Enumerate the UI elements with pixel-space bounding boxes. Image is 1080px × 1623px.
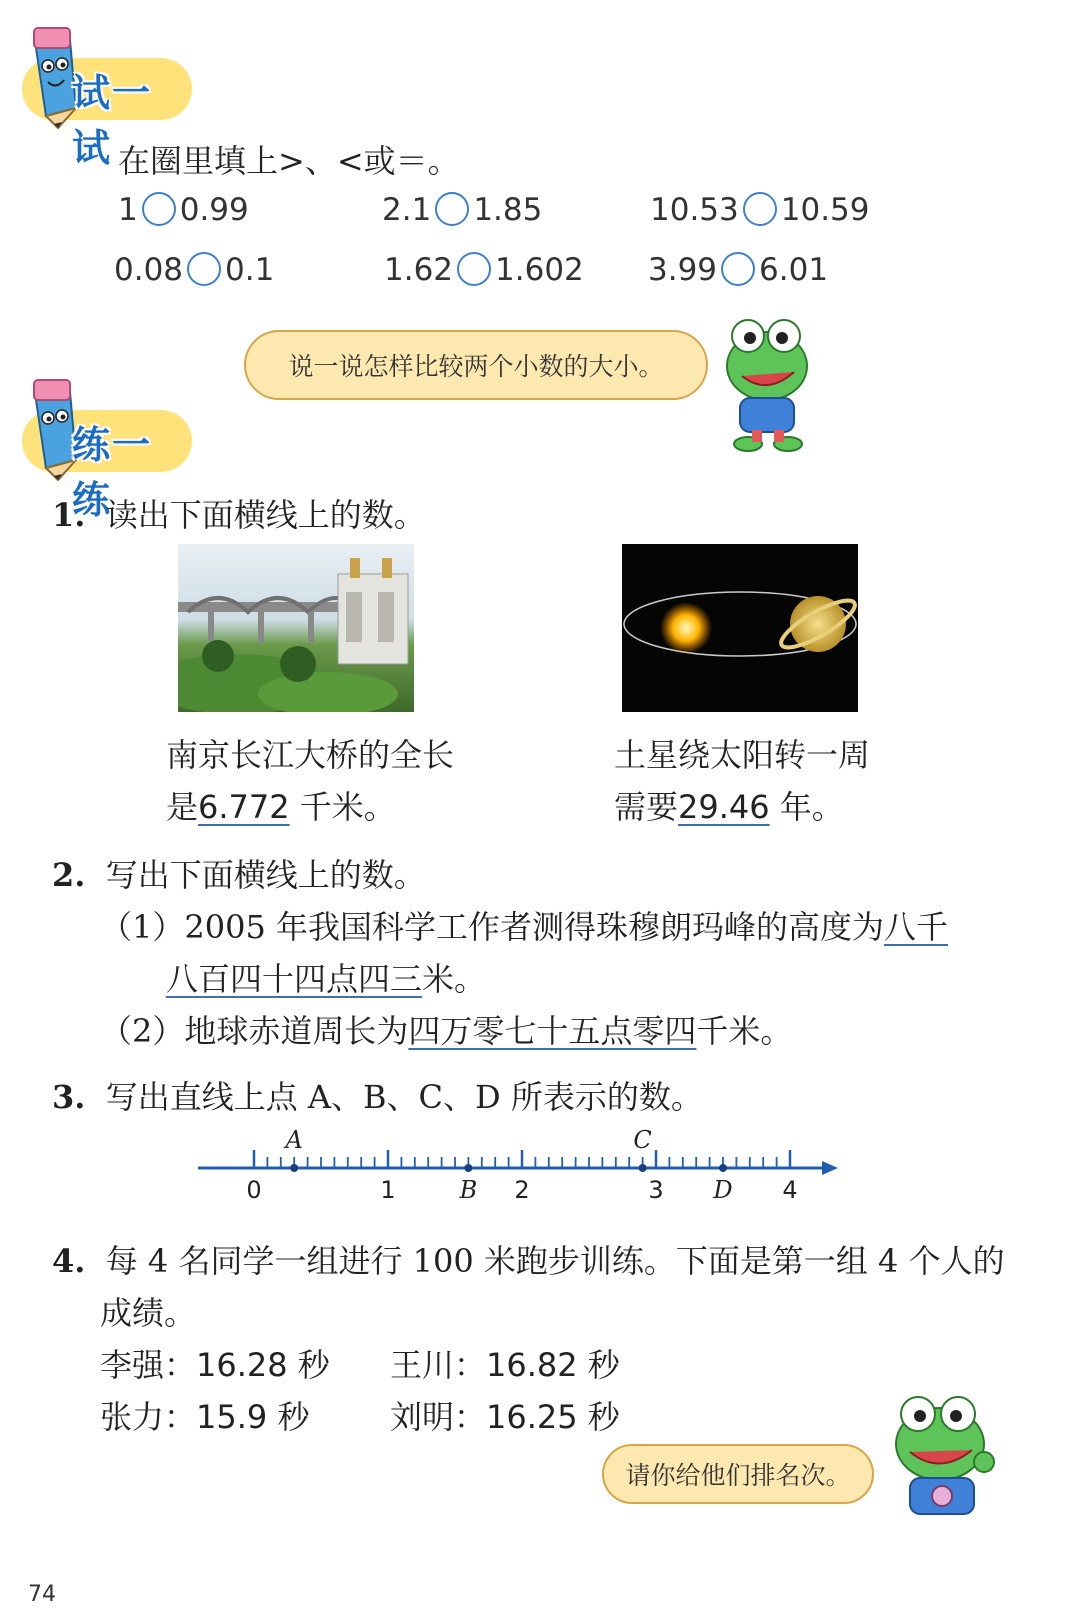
answer-circle[interactable]: [457, 252, 491, 286]
speech-bubble-ranking: 请你给他们排名次。: [602, 1444, 874, 1504]
question-3: 3. 写出直线上点 A、B、C、D 所表示的数。: [52, 1078, 703, 1116]
comparison-item: 0.08 0.1: [114, 252, 275, 288]
question-2-part-1: （1）2005 年我国科学工作者测得珠穆朗玛峰的高度为八千: [100, 908, 949, 946]
answer-circle[interactable]: [435, 192, 469, 226]
bridge-caption-line2: 是6.772 千米。: [166, 788, 396, 826]
frog-mascot-icon: [880, 1388, 1000, 1518]
page-number: 74: [28, 1582, 56, 1607]
saturn-caption-line1: 土星绕太阳转一周: [614, 736, 871, 774]
saturn-period-value: 29.46: [678, 788, 770, 826]
practice-section-badge: [0, 362, 190, 522]
comparison-item: 1.62 1.602: [384, 252, 584, 288]
try-section-title: 试一试: [72, 71, 153, 170]
comparison-item: 2.1 1.85: [382, 192, 543, 228]
comparison-item: 1 0.99: [118, 192, 249, 228]
point-marker: [464, 1164, 472, 1172]
tick-label: 4: [782, 1176, 798, 1204]
saturn-orbit-photo: [622, 544, 858, 712]
comparison-item: 3.99 6.01: [648, 252, 829, 288]
point-label: B: [459, 1176, 478, 1204]
question-4-line2: 成绩。: [100, 1294, 197, 1332]
question-2-part-2: （2）地球赤道周长为四万零七十五点零四千米。: [100, 1012, 793, 1050]
answer-circle[interactable]: [142, 192, 176, 226]
number-line: [190, 1120, 850, 1210]
point-marker: [290, 1164, 298, 1172]
question-2-part-1-cont: 八百四十四点四三米。: [166, 960, 487, 998]
bridge-caption-line1: 南京长江大桥的全长: [166, 736, 455, 774]
question-2: 2. 写出下面横线上的数。: [52, 856, 426, 894]
tick-label: 3: [648, 1176, 664, 1204]
point-marker: [719, 1164, 727, 1172]
result-item: 张力：15.9 秒: [100, 1398, 310, 1436]
question-4: 4. 每 4 名同学一组进行 100 米跑步训练。下面是第一组 4 个人的: [52, 1242, 1005, 1280]
number-line-arrow: [822, 1161, 838, 1175]
tick-label: 1: [380, 1176, 396, 1204]
tick-label: 0: [246, 1176, 262, 1204]
comparison-item: 10.53 10.59: [650, 192, 870, 228]
tick-label: 2: [514, 1176, 530, 1204]
point-marker: [639, 1164, 647, 1172]
point-label: C: [633, 1126, 652, 1154]
result-item: 李强：16.28 秒: [100, 1346, 330, 1384]
practice-section-title: 练一练: [72, 423, 153, 522]
result-item: 刘明：16.25 秒: [390, 1398, 620, 1436]
frog-mascot-icon: [712, 306, 822, 456]
answer-circle[interactable]: [721, 252, 755, 286]
try-instruction: 在圈里填上>、<或＝。: [118, 142, 460, 180]
answer-circle[interactable]: [187, 252, 221, 286]
bridge-length-value: 6.772: [198, 788, 290, 826]
answer-circle[interactable]: [743, 192, 777, 226]
nanjing-bridge-photo: [178, 544, 414, 712]
result-item: 王川：16.82 秒: [390, 1346, 620, 1384]
try-section-badge: [0, 10, 190, 170]
speech-bubble-compare: 说一说怎样比较两个小数的大小。: [244, 330, 708, 400]
point-label: A: [285, 1126, 303, 1154]
point-label: D: [713, 1176, 733, 1204]
saturn-caption-line2: 需要29.46 年。: [614, 788, 844, 826]
question-1: 1. 读出下面横线上的数。: [52, 496, 426, 534]
